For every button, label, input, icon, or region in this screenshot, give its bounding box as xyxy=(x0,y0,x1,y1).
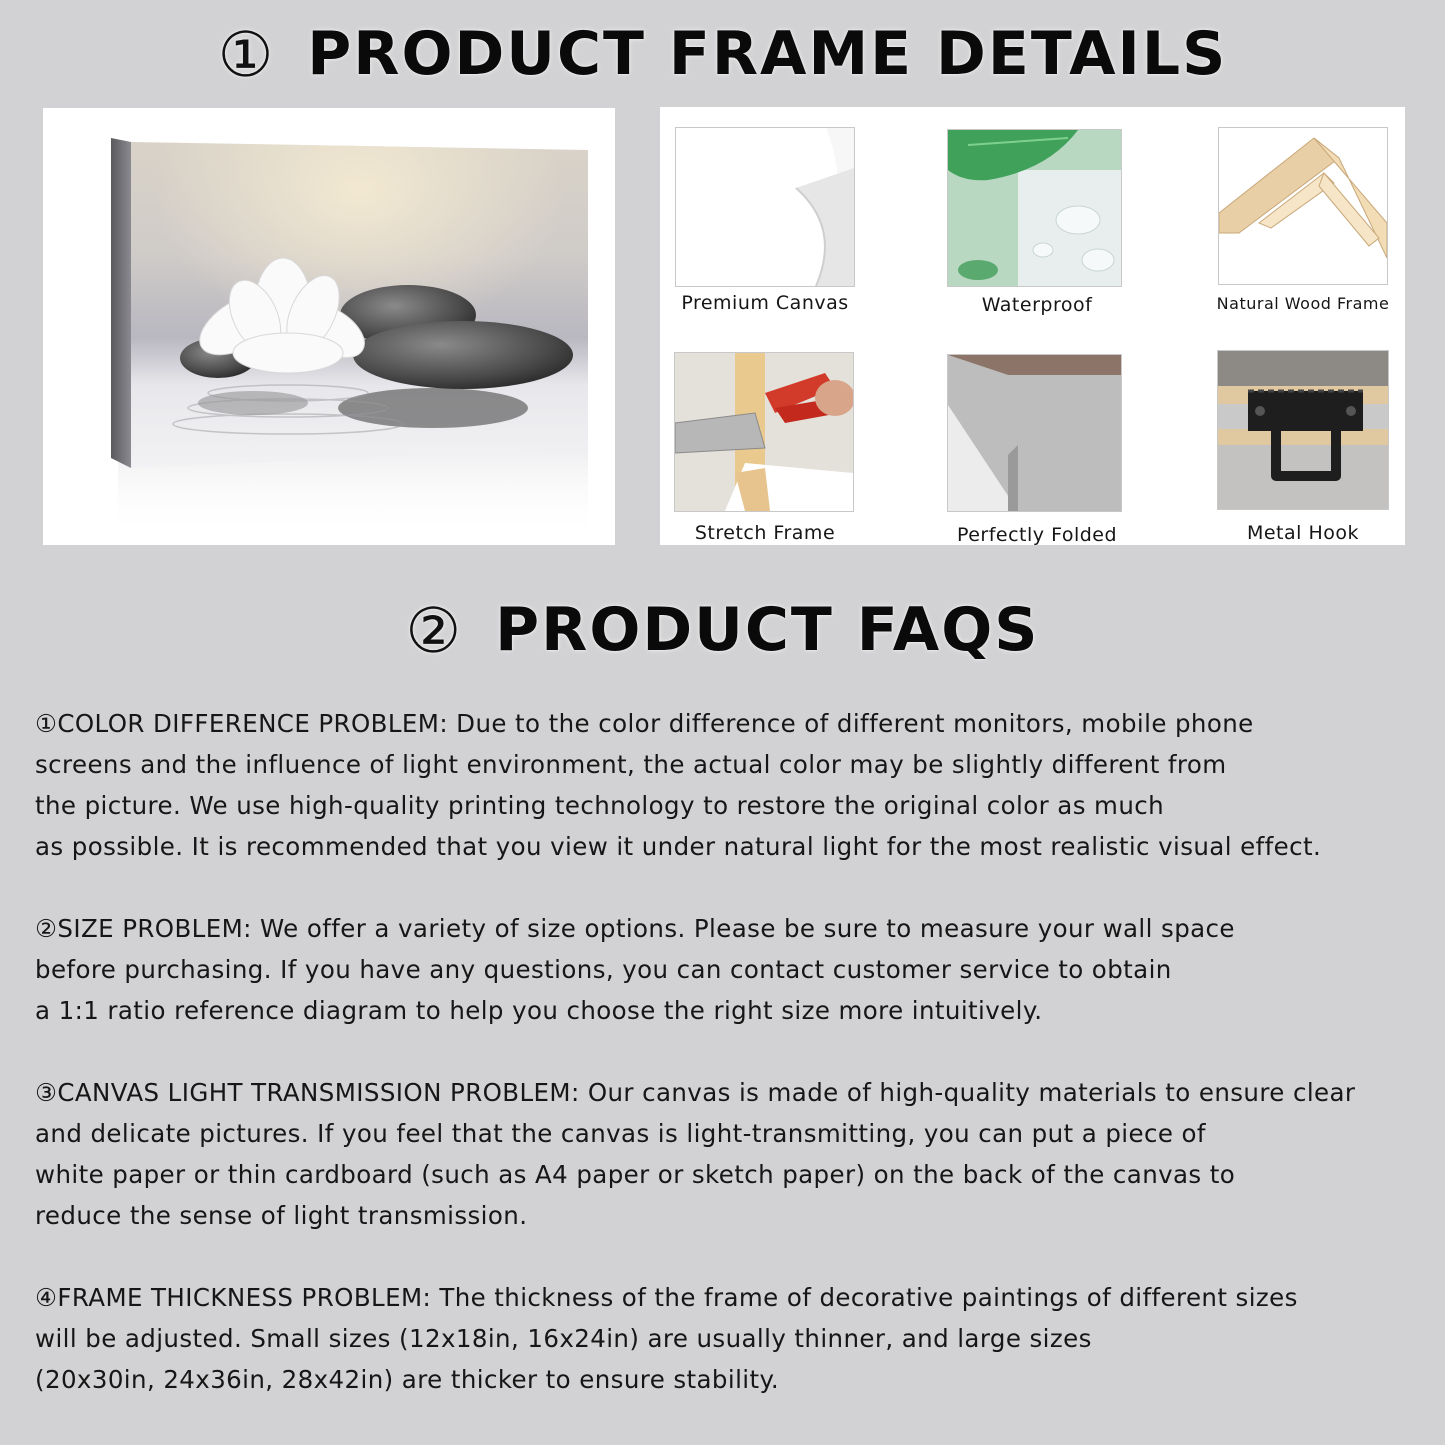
section-number: ② xyxy=(405,593,462,667)
feature-label: Stretch Frame xyxy=(694,522,836,544)
section-heading-faqs xyxy=(0,590,1445,670)
feature-label: Waterproof xyxy=(981,294,1093,316)
section-title: PRODUCT FRAME DETAILS xyxy=(307,19,1228,89)
canvas-roll-icon xyxy=(675,127,855,287)
feature-metal-hook xyxy=(1203,337,1403,547)
folded-corner-icon xyxy=(947,354,1122,512)
feature-label: Natural Wood Frame xyxy=(1216,294,1390,313)
feature-perfectly-folded xyxy=(932,337,1142,547)
feature-natural-wood-frame xyxy=(1203,107,1403,327)
faq-color-difference xyxy=(35,703,1435,867)
section-number: ① xyxy=(217,17,274,91)
section-title: PRODUCT FAQS xyxy=(495,595,1040,665)
faq-line: will be adjusted. Small sizes (12x18in, 16x24in) are usually thinner, and large sizes xyxy=(35,1324,1092,1353)
feature-label: Perfectly Folded xyxy=(956,524,1118,546)
feature-stretch-frame xyxy=(660,337,870,547)
wood-frame-icon xyxy=(1218,127,1388,285)
faq-canvas-light-transmission xyxy=(35,1072,1435,1236)
section-heading-frame-details xyxy=(0,14,1445,94)
faq-line: reduce the sense of light transmission. xyxy=(35,1201,528,1230)
faq-size xyxy=(35,908,1435,1031)
product-photo xyxy=(43,108,615,545)
faq-line: ③CANVAS LIGHT TRANSMISSION PROBLEM: Our canvas is made of high-quality materials to ensure clear xyxy=(35,1078,1356,1107)
faq-line: ①COLOR DIFFERENCE PROBLEM: Due to the color difference of different monitors, mobile phone xyxy=(35,709,1254,738)
faq-line: ②SIZE PROBLEM: We offer a variety of size options. Please be sure to measure your wall space xyxy=(35,914,1235,943)
feature-premium-canvas xyxy=(660,107,870,327)
faq-line: and delicate pictures. If you feel that the canvas is light-transmitting, you can put a piece of xyxy=(35,1119,1206,1148)
feature-label: Premium Canvas xyxy=(681,292,849,314)
water-drop-icon xyxy=(947,129,1122,287)
faq-frame-thickness xyxy=(35,1277,1435,1400)
feature-label: Metal Hook xyxy=(1246,522,1360,544)
feature-grid xyxy=(660,107,1405,545)
faq-line: white paper or thin cardboard (such as A4 paper or sketch paper) on the back of the canvas to xyxy=(35,1160,1236,1189)
feature-waterproof xyxy=(932,107,1142,327)
faq-line: the picture. We use high-quality printing technology to restore the original color as much xyxy=(35,791,1165,820)
faq-line: ④FRAME THICKNESS PROBLEM: The thickness of the frame of decorative paintings of different sizes xyxy=(35,1283,1298,1312)
faq-line: a 1:1 ratio reference diagram to help you choose the right size more intuitively. xyxy=(35,996,1043,1025)
faq-line: screens and the influence of light environment, the actual color may be slightly different from xyxy=(35,750,1227,779)
canvas-painting-image xyxy=(43,108,615,545)
faq-line: as possible. It is recommended that you view it under natural light for the most realistic visual effect. xyxy=(35,832,1322,861)
faq-line: before purchasing. If you have any questions, you can contact customer service to obtain xyxy=(35,955,1172,984)
faq-line: (20x30in, 24x36in, 28x42in) are thicker to ensure stability. xyxy=(35,1365,780,1394)
metal-hook-icon xyxy=(1217,350,1389,510)
staple-gun-icon xyxy=(674,352,854,512)
